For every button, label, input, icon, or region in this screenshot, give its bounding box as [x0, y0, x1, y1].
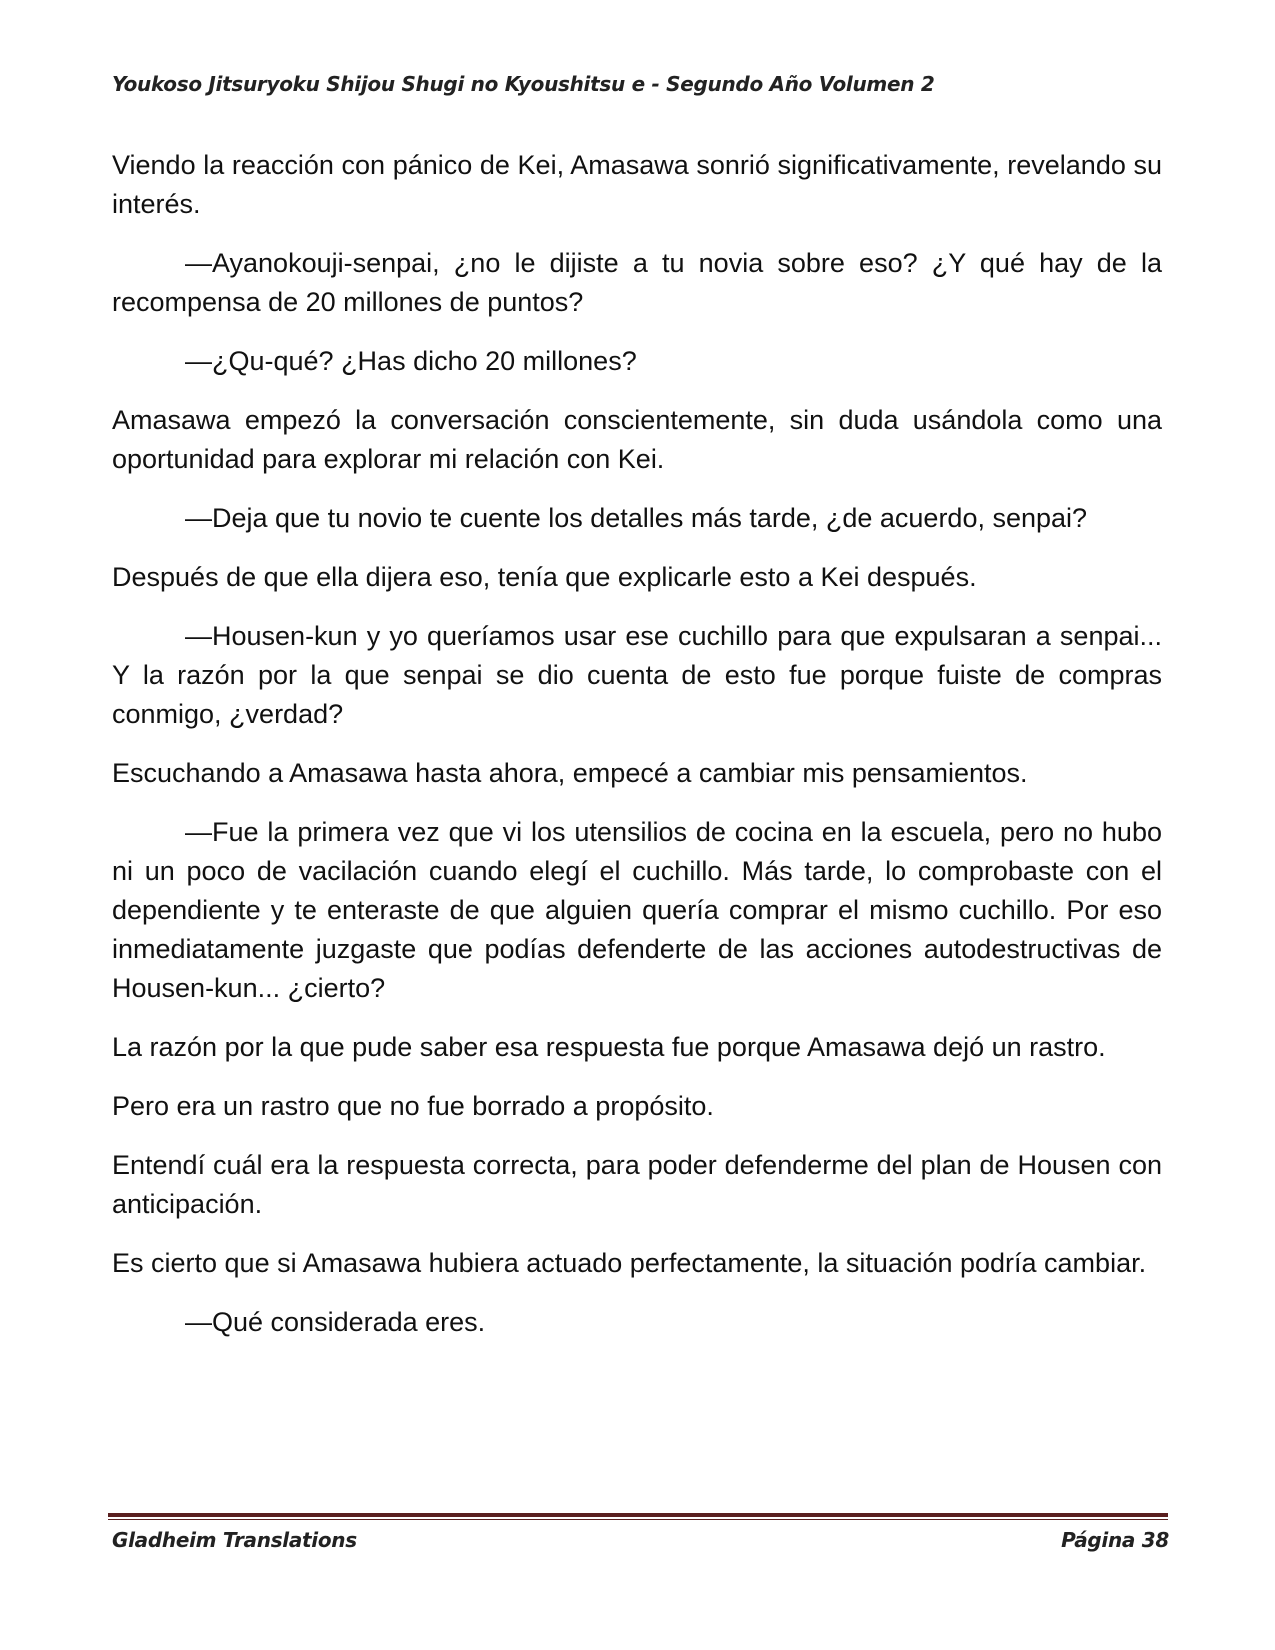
- paragraph: La razón por la que pude saber esa respuesta fue porque Amasawa dejó un rastro.: [112, 1032, 1106, 1062]
- dialogue-paragraph: —Qué considerada eres.: [185, 1307, 486, 1337]
- paragraph: Escuchando a Amasawa hasta ahora, empecé a cambiar mis pensamientos.: [112, 758, 1028, 788]
- dialogue-paragraph: —Deja que tu novio te cuente los detalles más tarde, ¿de acuerdo, senpai?: [185, 503, 1088, 533]
- dialogue-paragraph: —Housen-kun y yo queríamos usar ese cuchillo para que expulsaran a senpai... Y la razón por la que senpai se dio cuenta de esto fue porque fuiste de compras conmigo, ¿verdad?: [112, 621, 1162, 729]
- paragraph: Después de que ella dijera eso, tenía que explicarle esto a Kei después.: [112, 562, 977, 592]
- paragraph: Viendo la reacción con pánico de Kei, Amasawa sonrió significativamente, revelando su interés.: [112, 150, 1162, 219]
- footer-publisher: Gladheim Translations: [112, 1528, 357, 1552]
- paragraph: Amasawa empezó la conversación conscientemente, sin duda usándola como una oportunidad para explorar mi relación con Kei.: [112, 405, 1162, 474]
- footer-divider: [108, 1513, 1168, 1520]
- paragraph: Es cierto que si Amasawa hubiera actuado perfectamente, la situación podría cambiar.: [112, 1248, 1147, 1278]
- dialogue-paragraph: —¿Qu-qué? ¿Has dicho 20 millones?: [185, 346, 637, 376]
- dialogue-paragraph: —Ayanokouji-senpai, ¿no le dijiste a tu novia sobre eso? ¿Y qué hay de la recompensa de 20 millones de puntos?: [112, 248, 1162, 317]
- footer-page-number: Página 38: [1061, 1528, 1169, 1552]
- page-header-title: Youkoso Jitsuryoku Shijou Shugi no Kyoushitsu e - Segundo Año Volumen 2: [112, 72, 935, 96]
- paragraph: Pero era un rastro que no fue borrado a propósito.: [112, 1091, 714, 1121]
- paragraph: Entendí cuál era la respuesta correcta, para poder defenderme del plan de Housen con anticipación.: [112, 1150, 1162, 1219]
- dialogue-paragraph: —Fue la primera vez que vi los utensilios de cocina en la escuela, pero no hubo ni un poco de vacilación cuando elegí el cuchillo. Más tarde, lo comprobaste con el dependiente y te enteraste de que alguien quería comprar el mismo cuchillo. Por eso inmediatamente juzgaste que podías defenderte de las acciones autodestructivas de Housen-kun... ¿cierto?: [112, 817, 1162, 1003]
- document-body: [112, 146, 1162, 1362]
